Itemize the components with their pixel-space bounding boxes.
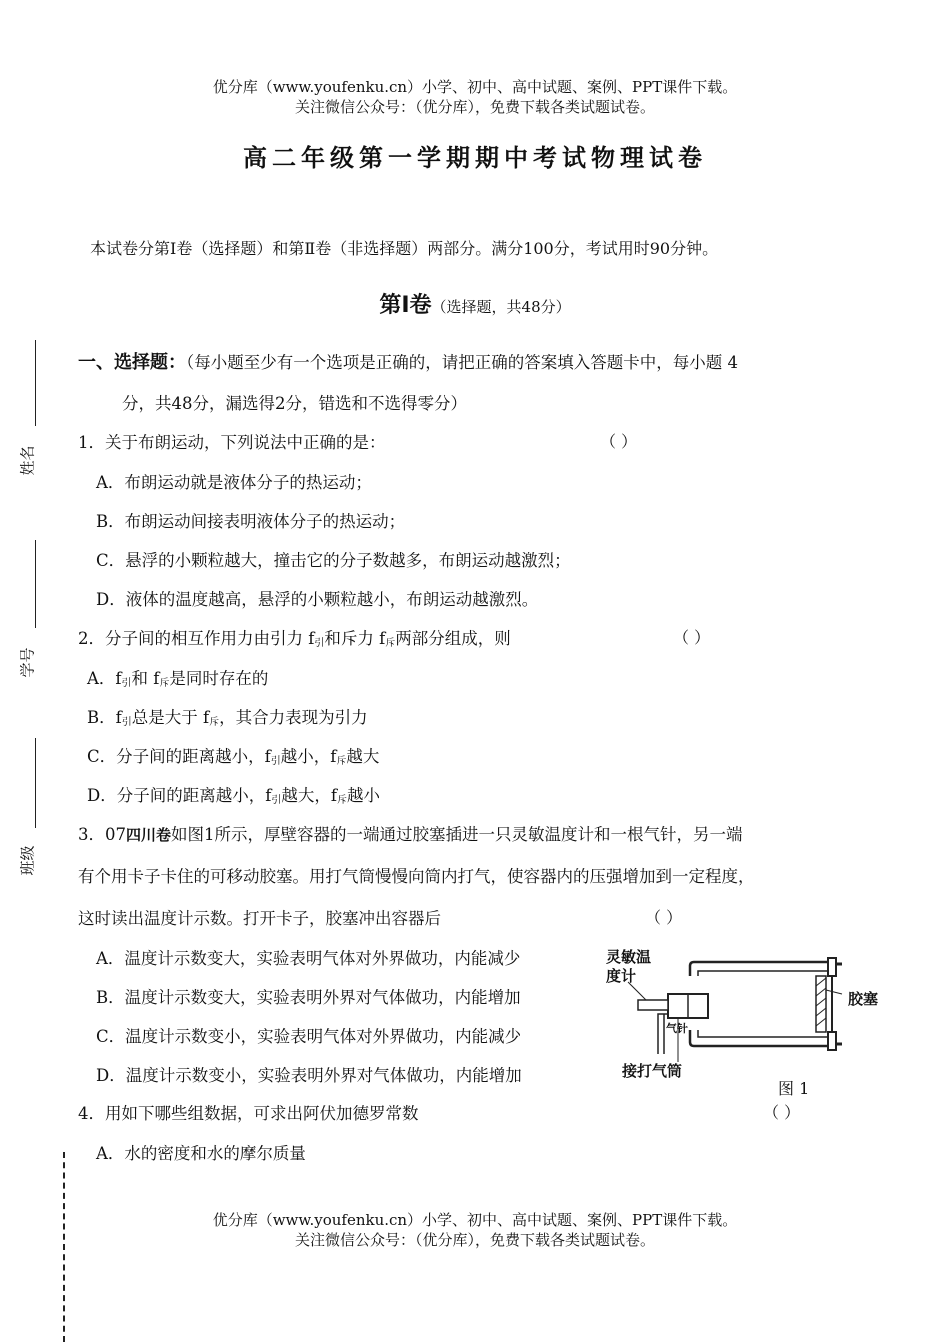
q2-d-post: 越小 [346, 786, 380, 805]
q2-b-post: ，其合力表现为引力 [219, 708, 368, 727]
q2-c-mid: 越小，f [280, 747, 337, 766]
q2-sub-chi: 斥 [385, 638, 396, 649]
q2-stem-pre: 2．分子间的相互作用力由引力 f [78, 629, 315, 648]
side-line-number [35, 540, 36, 628]
q4-stem: 4．用如下哪些组数据，可求出阿伏加德罗常数 [78, 1104, 419, 1123]
q3-option-c: C．温度计示数变小，实验表明气体对外界做功，内能减少 [96, 1027, 522, 1046]
stopper-leader [826, 990, 842, 994]
container-top-inner [698, 971, 830, 976]
q2-stem-mid: 和斥力 f [324, 629, 386, 648]
part1-label: 一、选择题： [78, 352, 186, 373]
part1-desc-1: （每小题至少有一个选项是正确的，请把正确的答案填入答题卡中，每小题 4 [186, 353, 738, 372]
page-title: 高二年级第一学期期中考试物理试卷 [243, 143, 707, 172]
thermometer [638, 1000, 668, 1010]
container-bottom-outer [690, 1030, 830, 1046]
footer-line-1: 优分库（www.youfenku.cn）小学、初中、高中试题、案例、PPT课件下载。 [212, 1211, 738, 1229]
q3-option-a: A．温度计示数变大，实验表明气体对外界做功，内能减少 [96, 949, 521, 968]
q2-b-mid: 总是大于 f [131, 708, 210, 727]
figure-label-pump: 接打气筒 [622, 1062, 683, 1080]
exam-intro: 本试卷分第Ⅰ卷（选择题）和第Ⅱ卷（非选择题）两部分。满分100分，考试用时90分钟。 [90, 239, 719, 258]
q2-a-pre: A．f [87, 669, 122, 688]
q1-stem: 1．关于布朗运动，下列说法中正确的是： [78, 433, 386, 452]
q2-d-sub-chi: 斥 [336, 795, 347, 806]
q2-a-mid: 和 f [131, 669, 160, 688]
figure-label-thermometer-2: 度计 [606, 967, 637, 985]
q2-b-pre: B．f [87, 708, 122, 727]
header-line-2: 关注微信公众号：（优分库），免费下载各类试题试卷。 [294, 98, 655, 116]
q1-option-d: D．液体的温度越高，悬浮的小颗粒越小，布朗运动越激烈。 [96, 590, 539, 609]
figure-label-thermometer-1: 灵敏温 [606, 948, 652, 966]
section-note: （选择题，共48分） [431, 298, 571, 316]
header-line-1: 优分库（www.youfenku.cn）小学、初中、高中试题、案例、PPT课件下载。 [212, 78, 738, 96]
side-line-name [35, 340, 36, 426]
side-label-number: 学号 [18, 647, 37, 678]
q2-option-b [87, 704, 368, 728]
q3-option-d: D．温度计示数变小，实验表明外界对气体做功，内能增加 [96, 1066, 522, 1085]
figure-caption: 图 1 [778, 1079, 810, 1098]
q2-sub-yin: 引 [314, 638, 325, 649]
container-bottom-inner [698, 1030, 830, 1037]
figure-label-stopper: 胶塞 [848, 990, 879, 1008]
q2-stem-post: 两部分组成，则 [395, 629, 511, 648]
q3-number: 3．07 [78, 825, 126, 844]
section-heading [0, 288, 950, 319]
q2-a-sub-yin: 引 [121, 678, 132, 689]
q1-option-a: A．布朗运动就是液体分子的热运动； [96, 473, 372, 492]
q2-c-post: 越大 [346, 747, 380, 766]
q2-d-pre: D．分子间的距离越小，f [87, 786, 272, 805]
figure-label-needle: 气针 [666, 1022, 688, 1035]
q4-option-a: A．水的密度和水的摩尔质量 [96, 1144, 306, 1163]
q2-answer-paren: （ ） [673, 628, 711, 647]
q2-d-mid: 越大，f [281, 786, 337, 805]
q4-answer-paren: （ ） [763, 1103, 801, 1122]
q2-a-sub-chi: 斥 [159, 678, 170, 689]
q2-c-pre: C．分子间的距离越小，f [87, 747, 271, 766]
clamp-bottom [828, 1032, 836, 1050]
q1-option-b: B．布朗运动间接表明液体分子的热运动； [96, 512, 406, 531]
side-label-class: 班级 [18, 845, 37, 876]
part1-header [78, 348, 738, 374]
figure-1 [598, 944, 898, 1099]
q2-option-c [87, 743, 379, 767]
q3-option-b: B．温度计示数变大，实验表明外界对气体做功，内能增加 [96, 988, 521, 1007]
q1-answer-paren: （ ） [600, 432, 638, 451]
q1-option-c: C．悬浮的小颗粒越大，撞击它的分子数越多，布朗运动越激烈； [96, 551, 571, 570]
q3-answer-paren: （ ） [645, 908, 683, 927]
q2-a-post: 是同时存在的 [169, 669, 269, 688]
q2-c-sub-yin: 引 [270, 756, 281, 767]
section-title: 第Ⅰ卷 [379, 293, 432, 318]
q2-stem [78, 625, 511, 649]
q3-line-2: 有个用卡子卡住的可移动胶塞。用打气筒慢慢向筒内打气，使容器内的压强增加到一定程度， [78, 867, 755, 886]
q3-line-3: 这时读出温度计示数。打开卡子，胶塞冲出容器后 [78, 909, 441, 928]
side-label-name: 姓名 [18, 445, 37, 476]
side-line-class [35, 738, 36, 828]
q3-line-1 [78, 821, 743, 845]
q2-option-d [87, 782, 380, 806]
q2-b-sub-chi: 斥 [209, 717, 220, 728]
part1-desc-2: 分，共48分，漏选得2分，错选和不选得零分） [122, 394, 467, 413]
q2-b-sub-yin: 引 [121, 717, 132, 728]
footer-line-2: 关注微信公众号：（优分库），免费下载各类试题试卷。 [294, 1231, 655, 1249]
container-top-outer [690, 962, 830, 976]
clamp-top [828, 958, 836, 976]
q3-source: 四川卷 [126, 826, 172, 844]
q3-text-1: 如图1所示，厚壁容器的一端通过胶塞插进一只灵敏温度计和一根气针，另一端 [171, 825, 743, 844]
q2-option-a [87, 665, 268, 689]
q2-c-sub-chi: 斥 [336, 756, 347, 767]
q2-d-sub-yin: 引 [271, 795, 282, 806]
